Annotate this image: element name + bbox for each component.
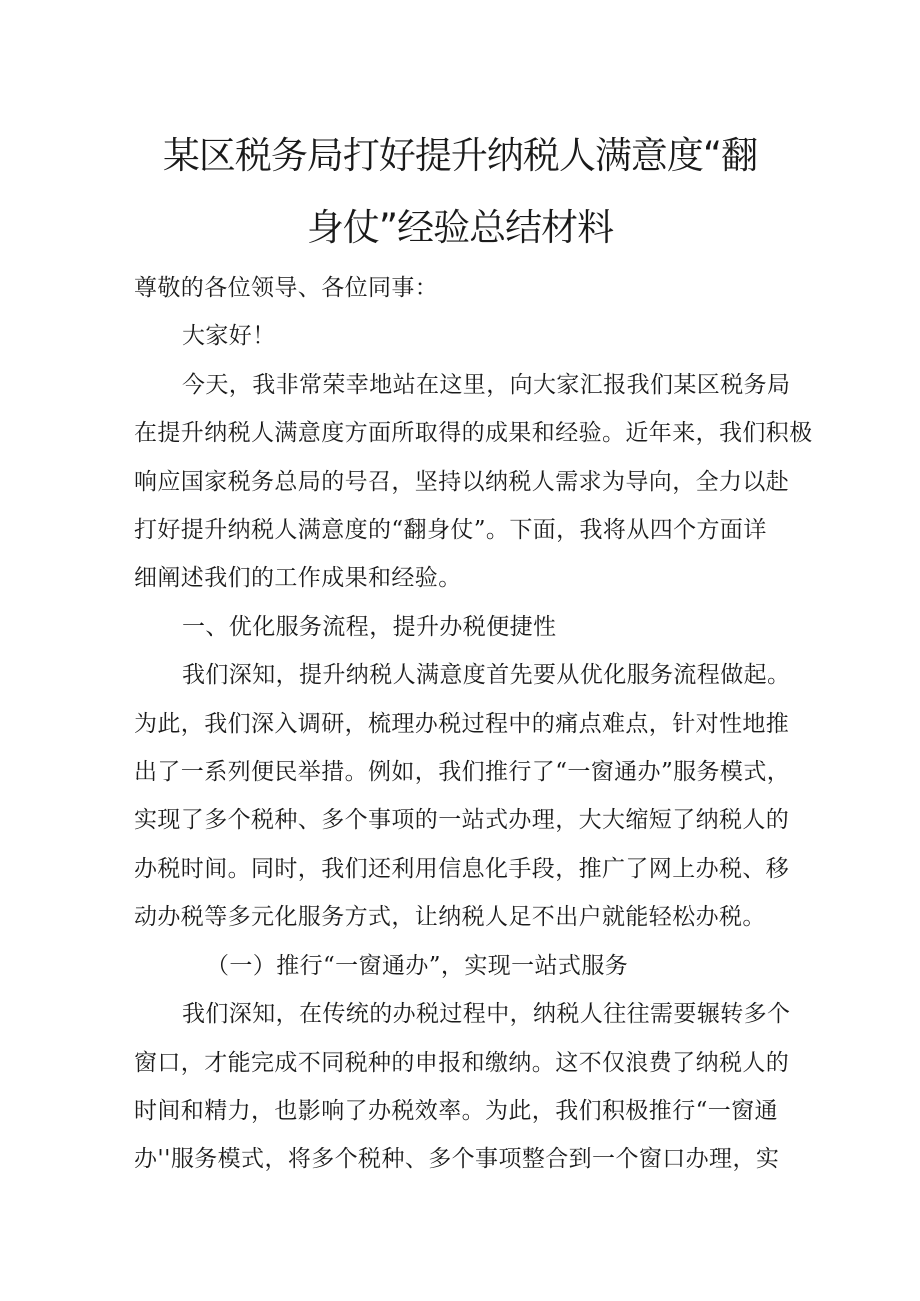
text-line: 动办税等多元化服务方式，让纳税人足不出户就能轻松办税。 <box>134 904 766 931</box>
paragraph-intro <box>134 361 813 603</box>
text-line: 今天，我非常荣幸地站在这里，向大家汇报我们某区税务局 <box>182 371 791 398</box>
text-line: 时间和精力，也影响了办税效率。为此，我们积极推行“一窗通 <box>134 1097 778 1124</box>
text-line: 细阐述我们的工作成果和经验。 <box>134 565 462 592</box>
text-line: 实现了多个税种、多个事项的一站式办理，大大缩短了纳税人的 <box>134 807 790 834</box>
text-line: 办''服务模式，将多个税种、多个事项整合到一个窗口办理，实 <box>134 1146 780 1173</box>
text-line: 出了一系列便民举措。例如，我们推行了“一窗通办”服务模式， <box>134 759 791 786</box>
title-line-1: 某区税务局打好提升纳税人满意度“翻 <box>162 134 758 177</box>
text-line: 响应国家税务总局的号召，坚持以纳税人需求为导向，全力以赴 <box>134 468 790 495</box>
text-line: 打好提升纳税人满意度的“翻身仗”。下面，我将从四个方面详 <box>134 517 767 544</box>
subsection-heading-1 <box>134 942 786 990</box>
text-line: （一）推行“一窗通办”，实现一站式服务 <box>206 952 629 979</box>
text-line: 我们深知，在传统的办税过程中，纳税人往往需要辗转多个 <box>182 1001 791 1028</box>
text-line: 在提升纳税人满意度方面所取得的成果和经验。近年来，我们积极 <box>134 420 813 447</box>
text-line: 一、优化服务流程，提升办税便捷性 <box>182 613 557 640</box>
section-heading-1 <box>134 603 786 651</box>
paragraph-section-1 <box>134 651 791 941</box>
salutation: 尊敬的各位领导、各位同事： <box>134 275 439 301</box>
text-line: 窗口，才能完成不同税种的申报和缴纳。这不仅浪费了纳税人的 <box>134 1049 790 1076</box>
document-title <box>134 0 786 264</box>
text-line: 我们深知，提升纳税人满意度首先要从优化服务流程做起。 <box>182 662 791 689</box>
text-line: 办税时间。同时，我们还利用信息化手段，推广了网上办税、移 <box>134 855 790 882</box>
text-line: 为此，我们深入调研，梳理办税过程中的痛点难点，针对性地推 <box>134 710 790 737</box>
greeting: 大家好！ <box>182 323 276 350</box>
document-body <box>134 264 813 1184</box>
paragraph-subsection-1 <box>134 990 791 1184</box>
title-line-2: 身仗”经验总结材料 <box>306 206 614 249</box>
